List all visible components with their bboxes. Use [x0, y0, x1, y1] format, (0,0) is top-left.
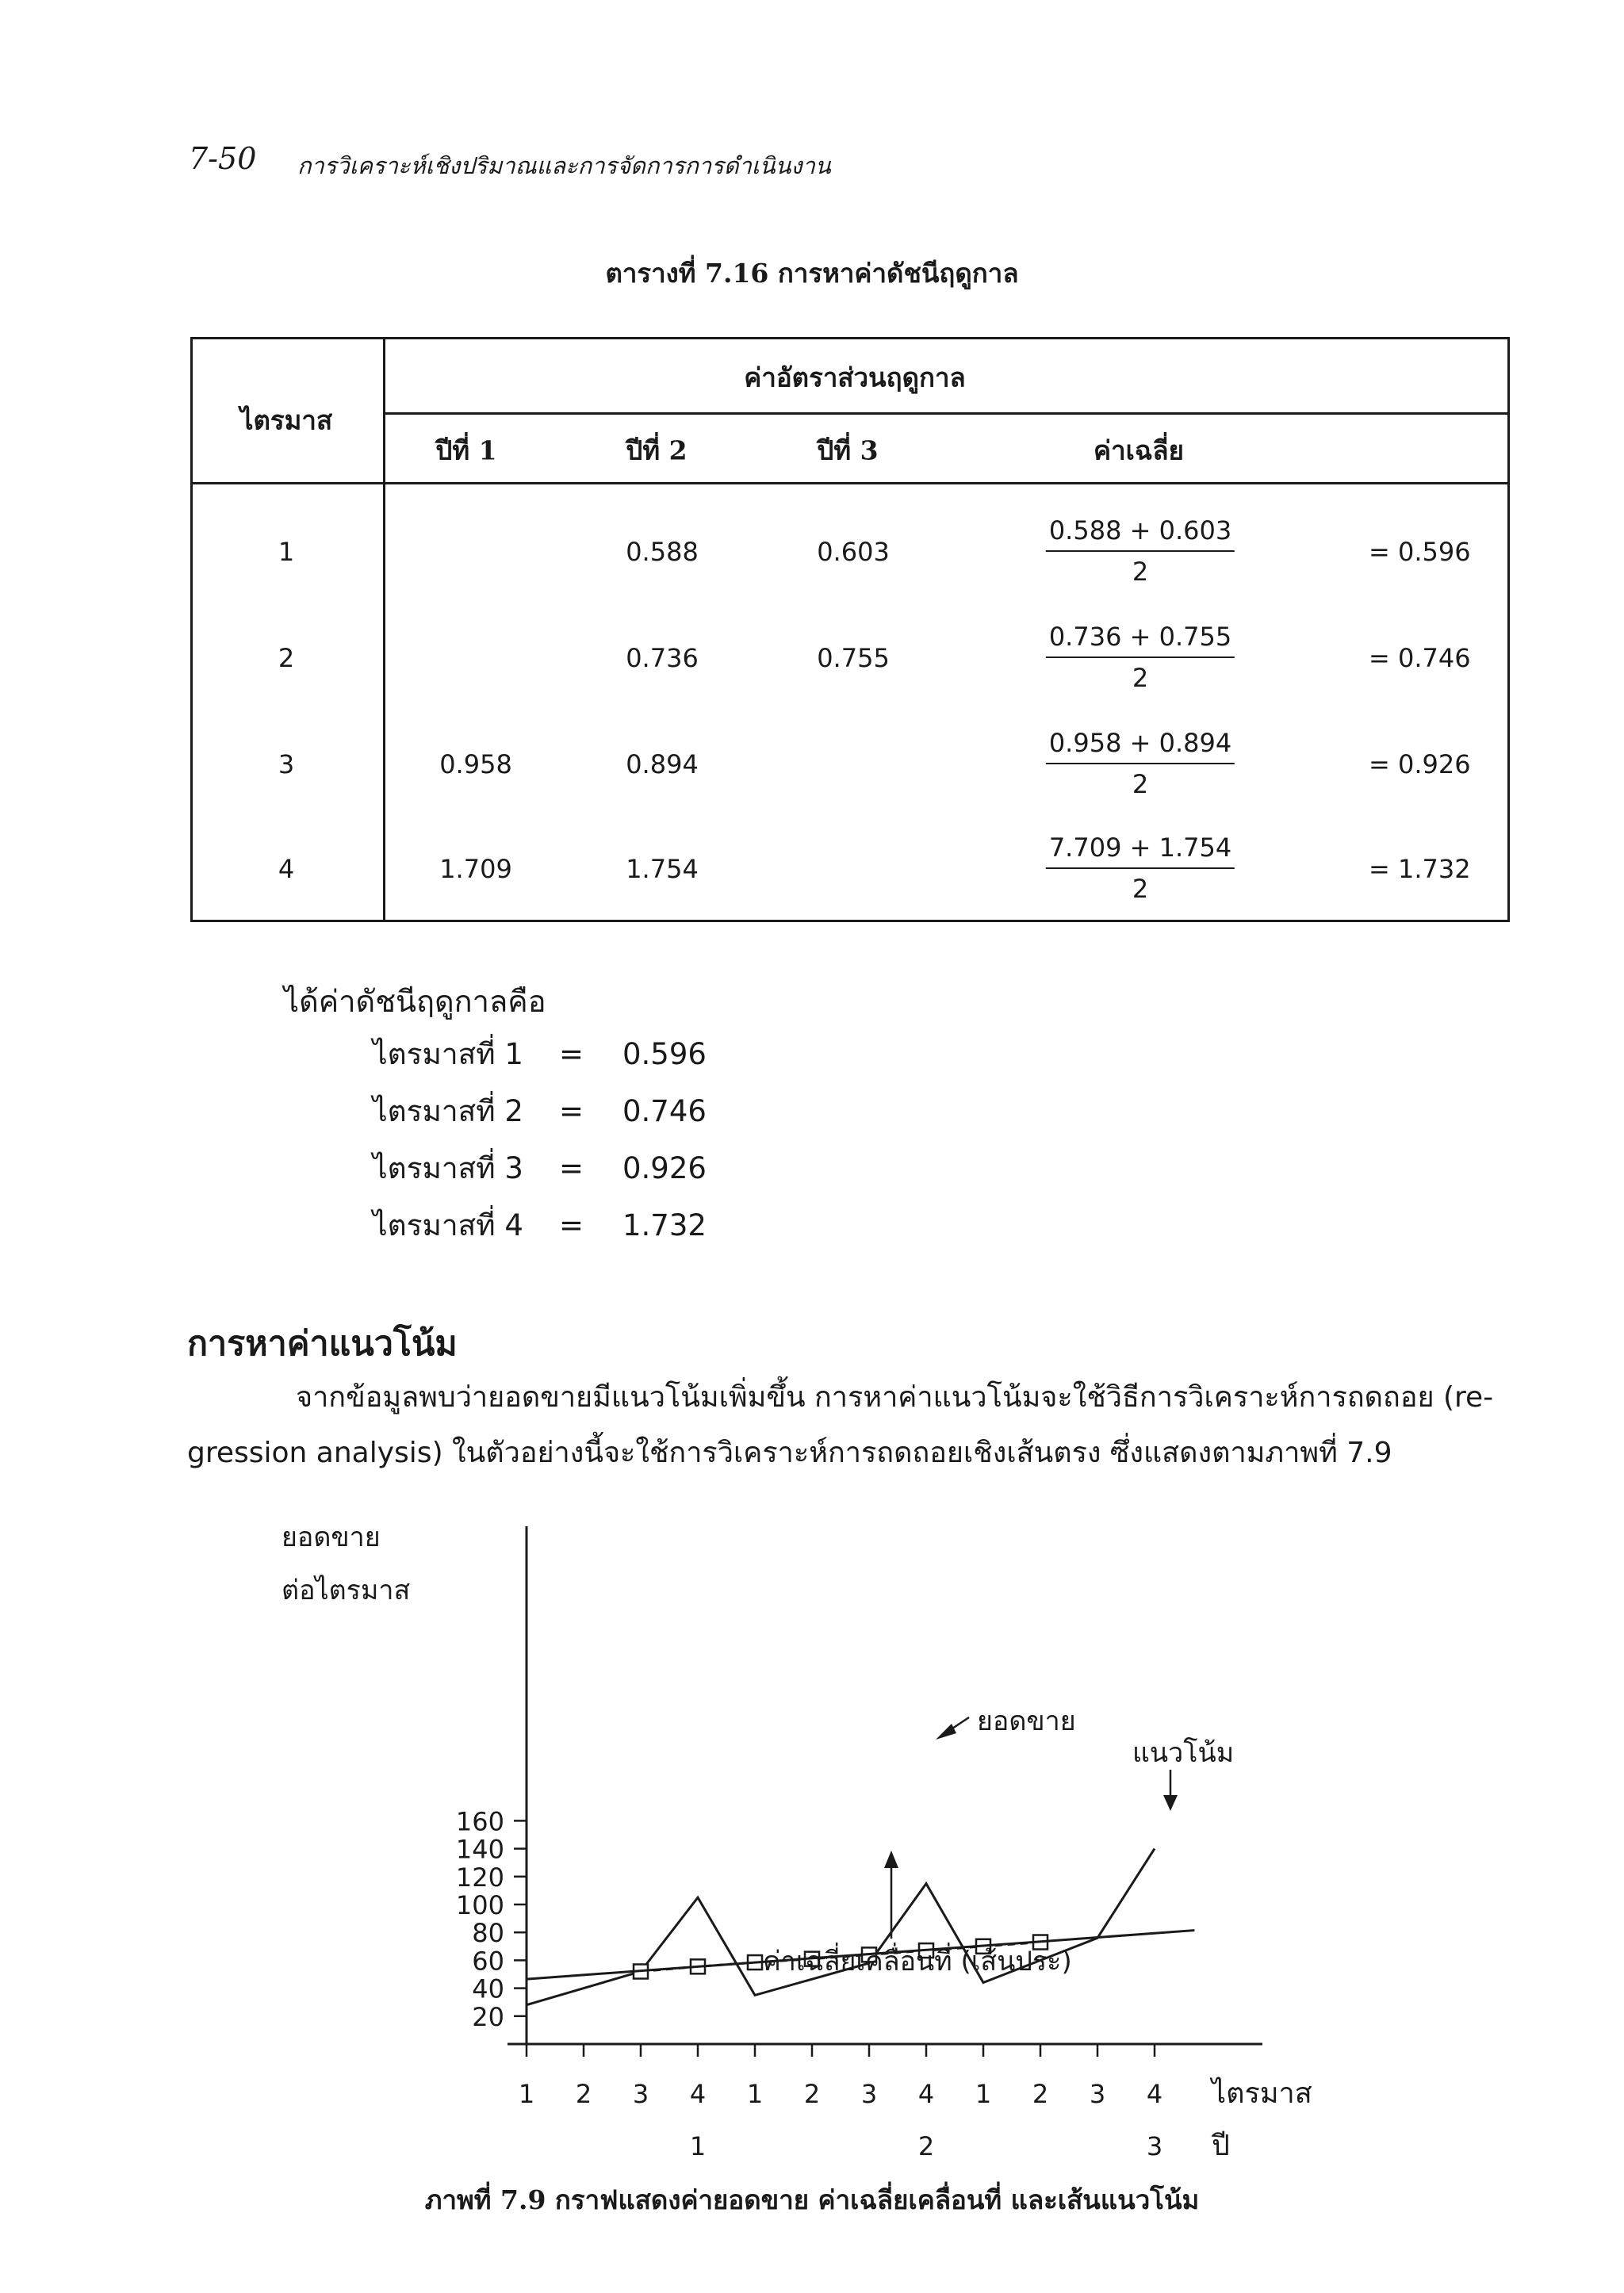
y-tick-label: 100 [455, 1890, 504, 1920]
body-paragraph-line: จากข้อมูลพบว่ายอดขายมีแนวโน้มเพิ่มขึ้น การหาค่าแนวโน้มจะใช้วิธีการวิเคราะห์การถดถอย (re- [296, 1381, 1494, 1414]
x-tick-label: 2 [803, 2079, 821, 2109]
seasonal-index-value: 0.926 [622, 1151, 707, 1185]
fraction-denominator: 2 [1132, 557, 1149, 587]
seasonal-index-equals: = [559, 1037, 584, 1071]
cell-year1: 1.709 [439, 854, 512, 884]
fraction-numerator: 7.709 + 1.754 [1046, 833, 1235, 869]
cell-average-result: = 1.732 [1369, 854, 1471, 884]
x-tick-label: 2 [575, 2079, 592, 2109]
x-tick-label: 3 [1089, 2079, 1106, 2109]
section-heading: การหาค่าแนวโน้ม [187, 1324, 458, 1364]
annotation-moving-average: ค่าเฉลี่ยเคลื่อนที่ (เส้นประ) [763, 1946, 1072, 1977]
table-header-quarter: ไตรมาส [239, 404, 333, 436]
seasonal-index-intro: ได้ค่าดัชนีฤดูกาลคือ [284, 984, 546, 1019]
year-label: 3 [1146, 2131, 1163, 2161]
seasonal-index-equals: = [559, 1208, 584, 1242]
cell-average-result: = 0.746 [1369, 643, 1471, 673]
seasonal-index-value: 0.596 [622, 1037, 707, 1071]
y-tick-label: 80 [472, 1918, 504, 1949]
cell-year2: 0.894 [626, 749, 699, 779]
x-tick-label: 4 [689, 2079, 707, 2109]
annotation-moving-average-arrowhead [884, 1851, 898, 1868]
y-tick-label: 160 [455, 1806, 504, 1837]
annotation-trend: แนวโน้ม [1132, 1737, 1235, 1769]
figure-caption: ภาพที่ 7.9 กราฟแสดงค่ายอดขาย ค่าเฉลี่ยเคลื่อนที่ และเส้นแนวโน้ม [424, 2184, 1200, 2215]
table-header-average: ค่าเฉลี่ย [1094, 434, 1184, 466]
cell-quarter: 2 [278, 643, 295, 673]
x-tick-label: 4 [917, 2079, 935, 2109]
seasonal-index-value: 1.732 [622, 1208, 707, 1242]
x-tick-label: 1 [975, 2079, 992, 2109]
cell-average-result: = 0.596 [1369, 537, 1471, 567]
y-axis-label-line2: ต่อไตรมาส [282, 1575, 411, 1606]
fraction-numerator: 0.588 + 0.603 [1046, 515, 1235, 552]
cell-year2: 0.588 [626, 537, 699, 567]
series-line [527, 1849, 1155, 2005]
seasonal-index-equals: = [559, 1094, 584, 1128]
seasonal-index-label: ไตรมาสที่ 1 [373, 1037, 523, 1071]
y-tick-label: 60 [472, 1946, 504, 1977]
cell-quarter: 1 [278, 537, 295, 567]
table-header-group: ค่าอัตราส่วนฤดูกาล [744, 362, 966, 393]
table-header-year1: ปีที่ 1 [435, 434, 497, 466]
x-tick-label: 3 [860, 2079, 878, 2109]
x-tick-label: 1 [518, 2079, 535, 2109]
page-number: 7-50 [189, 141, 257, 176]
cell-year2: 0.736 [626, 643, 699, 673]
cell-year2: 1.754 [626, 854, 699, 884]
cell-year3: 0.603 [817, 537, 890, 567]
cell-year1: 0.958 [439, 749, 512, 779]
seasonal-index-label: ไตรมาสที่ 4 [373, 1208, 523, 1242]
seasonal-index-label: ไตรมาสที่ 2 [373, 1094, 523, 1128]
annotation-sales: ยอดขาย [977, 1705, 1076, 1737]
seasonal-index-value: 0.746 [622, 1094, 707, 1128]
x-axis-label: ไตรมาส [1212, 2077, 1312, 2110]
y-tick-label: 120 [455, 1862, 504, 1893]
cell-quarter: 4 [278, 854, 295, 884]
annotation-trend-arrowhead [1163, 1795, 1178, 1811]
body-paragraph-line: gression analysis) ในตัวอย่างนี้จะใช้การวิเคราะห์การถดถอยเชิงเส้นตรง ซึ่งแสดงตามภาพที่ 7.9 [187, 1437, 1392, 1469]
x-tick-label: 4 [1146, 2079, 1163, 2109]
running-title: การวิเคราะห์เชิงปริมาณและการจัดการการดำเนินงาน [297, 152, 831, 179]
fraction-numerator: 0.958 + 0.894 [1046, 728, 1235, 764]
y-tick-label: 140 [455, 1834, 504, 1865]
table-caption: ตารางที่ 7.16 การหาค่าดัชนีฤดูกาล [605, 258, 1019, 289]
fraction-denominator: 2 [1132, 663, 1149, 693]
y-tick-label: 20 [472, 2001, 504, 2032]
y-tick-label: 40 [472, 1973, 504, 2004]
y-axis-label-line1: ยอดขาย [282, 1522, 381, 1553]
cell-quarter: 3 [278, 749, 295, 779]
cell-average-result: = 0.926 [1369, 749, 1471, 779]
x-tick-label: 2 [1032, 2079, 1049, 2109]
year-label: 2 [917, 2131, 935, 2161]
x-tick-label: 3 [632, 2079, 649, 2109]
table-header-year2: ปีที่ 2 [626, 434, 688, 466]
cell-year3: 0.755 [817, 643, 890, 673]
fraction-denominator: 2 [1132, 769, 1149, 799]
year-axis-label: ปี [1212, 2130, 1230, 2162]
fraction-denominator: 2 [1132, 874, 1149, 904]
seasonal-index-equals: = [559, 1151, 584, 1185]
annotation-sales-arrowhead [936, 1724, 956, 1740]
seasonal-index-label: ไตรมาสที่ 3 [373, 1151, 523, 1185]
x-tick-label: 1 [746, 2079, 764, 2109]
fraction-numerator: 0.736 + 0.755 [1046, 622, 1235, 658]
year-label: 1 [689, 2131, 707, 2161]
table-header-year3: ปีที่ 3 [817, 434, 879, 466]
